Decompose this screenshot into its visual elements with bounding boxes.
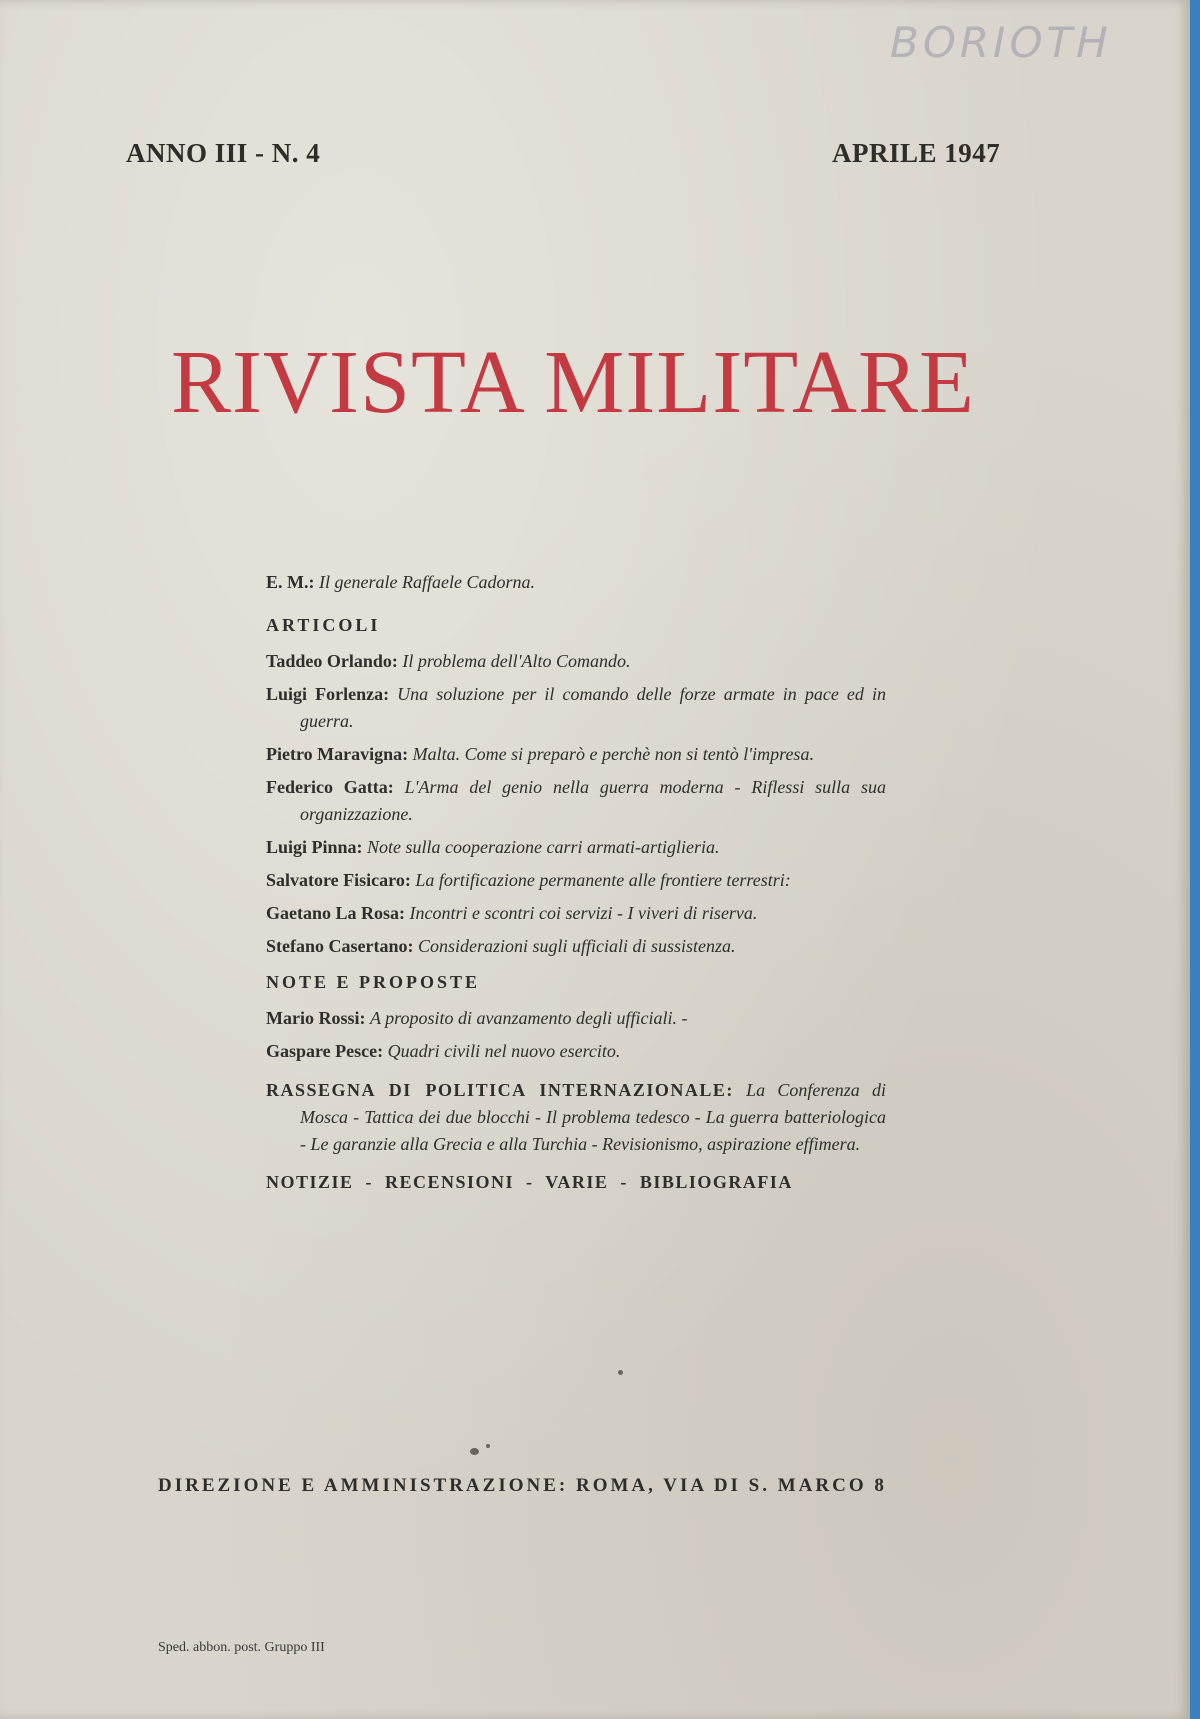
entry-title: Considerazioni sugli ufficiali di sussistenza. xyxy=(417,936,736,956)
postal-note: Sped. abbon. post. Gruppo III xyxy=(158,1640,325,1655)
list-item xyxy=(266,741,886,768)
section-rassegna xyxy=(266,1077,886,1158)
ink-spot xyxy=(618,1370,623,1375)
list-item xyxy=(266,1038,886,1065)
entry-author: Luigi Pinna: xyxy=(266,837,363,857)
entry-title: Incontri e scontri coi servizi - I viveri di riserva. xyxy=(409,903,758,923)
entry-title: Note sulla cooperazione carri armati-artiglieria. xyxy=(367,837,720,857)
entry-title: Quadri civili nel nuovo esercito. xyxy=(387,1041,621,1061)
entry-author: Gaetano La Rosa: xyxy=(266,903,405,923)
list-item xyxy=(266,681,886,735)
entry-title: Malta. Come si preparò e perchè non si tentò l'impresa. xyxy=(412,744,814,764)
entry-title: La fortificazione permanente alle frontiere terrestri: xyxy=(415,870,791,890)
entry-title: A proposito di avanzamento degli ufficiali. - xyxy=(369,1008,688,1028)
dedication-line xyxy=(266,572,886,593)
issue-number: ANNO III - N. 4 xyxy=(126,138,321,168)
list-item xyxy=(266,900,886,927)
entry-author: Pietro Maravigna: xyxy=(266,744,409,764)
entry-author: Taddeo Orlando: xyxy=(266,651,398,671)
list-item xyxy=(266,648,886,675)
list-item xyxy=(266,933,886,960)
section-note-e-proposte xyxy=(266,972,886,1065)
pencil-annotation: BORIOTH xyxy=(890,18,1112,67)
publisher-address: DIREZIONE E AMMINISTRAZIONE: ROMA, VIA DI S. MARCO 8 xyxy=(158,1475,887,1496)
ink-spot xyxy=(486,1444,490,1448)
entry-author: Mario Rossi: xyxy=(266,1008,366,1028)
section-articoli xyxy=(266,615,886,960)
list-item xyxy=(266,867,886,894)
section-heading: NOTE E PROPOSTE xyxy=(266,972,481,992)
list-item xyxy=(266,774,886,828)
ink-spot xyxy=(470,1448,479,1455)
table-of-contents xyxy=(266,572,886,1193)
entry-title: Il problema dell'Alto Comando. xyxy=(402,651,631,671)
rassegna-text: La Conferenza di Mosca - Tattica dei due blocchi - Il problema tedesco - La guerra batteriologica - Le garanzie alla Grecia e alla Turchia - Revisionismo, aspirazione effimera. xyxy=(300,1080,887,1154)
dedication-title: Il generale Raffaele Cadorna. xyxy=(319,572,535,592)
list-item xyxy=(266,834,886,861)
issue-date: APRILE 1947 xyxy=(832,138,1001,168)
entry-author: Luigi Forlenza: xyxy=(266,684,390,704)
footer-sections: NOTIZIE - RECENSIONI - VARIE - BIBLIOGRAFIA xyxy=(266,1172,793,1192)
section-heading: ARTICOLI xyxy=(266,615,381,635)
masthead-title: RIVISTA MILITARE xyxy=(170,333,976,432)
list-item xyxy=(266,1005,886,1032)
entry-author: Stefano Casertano: xyxy=(266,936,414,956)
entry-author: Federico Gatta: xyxy=(266,777,394,797)
entry-title: Una soluzione per il comando delle forze armate in pace ed in guerra. xyxy=(300,684,886,731)
entry-author: Salvatore Fisicaro: xyxy=(266,870,411,890)
entry-author: Gaspare Pesce: xyxy=(266,1041,384,1061)
entry-title: L'Arma del genio nella guerra moderna - Riflessi sulla sua organizzazione. xyxy=(300,777,887,824)
rassegna-heading: RASSEGNA DI POLITICA INTERNAZIONALE: xyxy=(266,1080,734,1100)
dedication-author: E. M.: xyxy=(266,572,315,592)
